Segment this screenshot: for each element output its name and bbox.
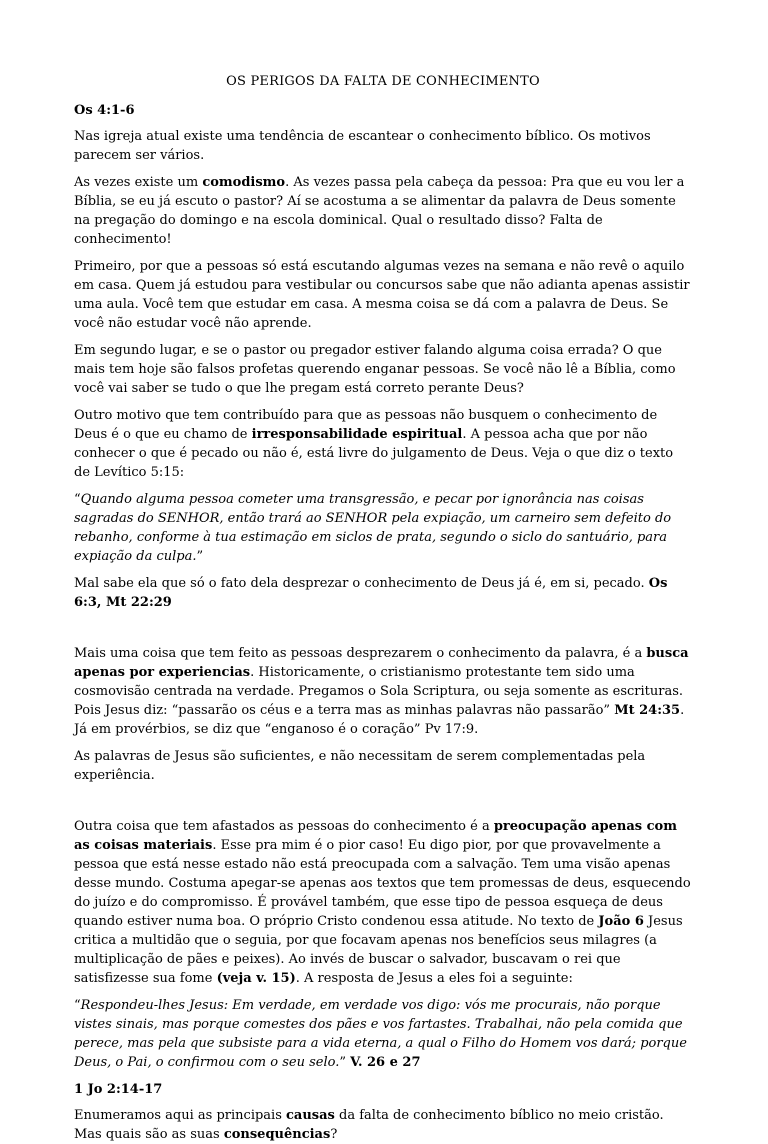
document-title: OS PERIGOS DA FALTA DE CONHECIMENTO: [226, 74, 540, 89]
paragraph-materiais: Outra coisa que tem afastados as pessoas do conhecimento é a preocupação apenas com as coisas materiais. Esse pra mim é o pior caso! Eu digo pior, por que provavelmente a pessoa que está nesse estado não está preocupada com a salvação. Tem uma visão apenas desse mundo. Costuma apegar-se apenas aos textos que tem promessas de deus, esquecendo do juízo e do compromisso. É provável também, que esse tipo de pessoa esqueça de deus quando estiver numa boa. O próprio Cristo condenou essa atitude. No texto de João 6 Jesus critica a multidão que o seguia, por que focavam apenas nos benefícios seus milagres (a multiplicação de pães e peixes). Ao invés de buscar o salvador, buscavam o rei que satisfizesse sua fome (veja v. 15). A resposta de Jesus a eles foi a seguinte:: [74, 819, 691, 986]
scripture-reference-bottom: 1 Jo 2:14-17: [74, 1082, 163, 1097]
paragraph-irresponsabilidade: Outro motivo que tem contribuído para que as pessoas não busquem o conhecimento de Deus é o que eu chamo de irresponsabilidade espiritual. A pessoa acha que por não conhecer o que é pecado ou não é, está livre do julgamento de Deus. Veja o que diz o texto de Levítico 5:15:: [74, 408, 674, 480]
quote-levitico: “Quando alguma pessoa cometer uma transgressão, e pecar por ignorância nas coisas sagradas do SENHOR, então trará ao SENHOR pela expiação, um carneiro sem defeito do rebanho, conforme à tua estimação em siclos de prata, segundo o siclo do santuário, para expiação da culpa.”: [74, 492, 672, 564]
quote-joao: “Respondeu-lhes Jesus: Em verdade, em verdade vos digo: vós me procurais, não porque vistes sinais, mas porque comestes dos pães e vos fartastes. Trabalhai, não pela comida que perece, mas pela que subsiste para a vida eterna, a qual o Filho do Homem vos dará; porque Deus, o Pai, o confirmou com o seu selo.” V. 26 e 27: [74, 998, 687, 1070]
spacer: [74, 793, 692, 817]
paragraph-suficientes: As palavras de Jesus são suficientes, e não necessitam de serem complementadas pela experiência.: [74, 749, 646, 783]
paragraph-segundo-lugar: Em segundo lugar, e se o pastor ou pregador estiver falando alguma coisa errada? O que mais tem hoje são falsos profetas querendo enganar pessoas. Se você não lê a Bíblia, como você vai saber se tudo o que lhe pregam está correto perante Deus?: [74, 343, 676, 396]
paragraph-consequencias: Enumeramos aqui as principais causas da falta de conhecimento bíblico no meio cristão. Mas quais são as suas consequências?: [74, 1108, 664, 1142]
paragraph-intro: Nas igreja atual existe uma tendência de escantear o conhecimento bíblico. Os motivos parecem ser vários.: [74, 129, 651, 163]
scripture-reference: Os 4:1-6: [74, 103, 135, 118]
paragraph-comodismo: As vezes existe um comodismo. As vezes passa pela cabeça da pessoa: Pra que eu vou ler a Bíblia, se eu já escuto o pastor? Aí se acostuma a se alimentar da palavra de Deus somente na pregação do domingo e na escola dominical. Qual o resultado disso? Falta de conhecimento!: [74, 175, 685, 247]
spacer: [74, 620, 692, 644]
paragraph-experiencias: Mais uma coisa que tem feito as pessoas desprezarem o conhecimento da palavra, é a busca apenas por experiencias. Historicamente, o cristianismo protestante tem sido uma cosmovisão centrada na verdade. Pregamos o Sola Scriptura, ou seja somente as escrituras. Pois Jesus diz: “passarão os céus e a terra mas as minhas palavras não passarão” Mt 24:35. Já em provérbios, se diz que “enganoso é o coração” Pv 17:9.: [74, 646, 689, 737]
paragraph-pecado: Mal sabe ela que só o fato dela desprezar o conhecimento de Deus já é, em si, pecado. Os 6:3, Mt 22:29: [74, 576, 668, 610]
paragraph-primeiro: Primeiro, por que a pessoas só está escutando algumas vezes na semana e não revê o aquilo em casa. Quem já estudou para vestibular ou concursos sabe que não adianta apenas assistir uma aula. Você tem que estudar em casa. A mesma coisa se dá com a palavra de Deus. Se você não estudar você não aprende.: [74, 259, 690, 331]
